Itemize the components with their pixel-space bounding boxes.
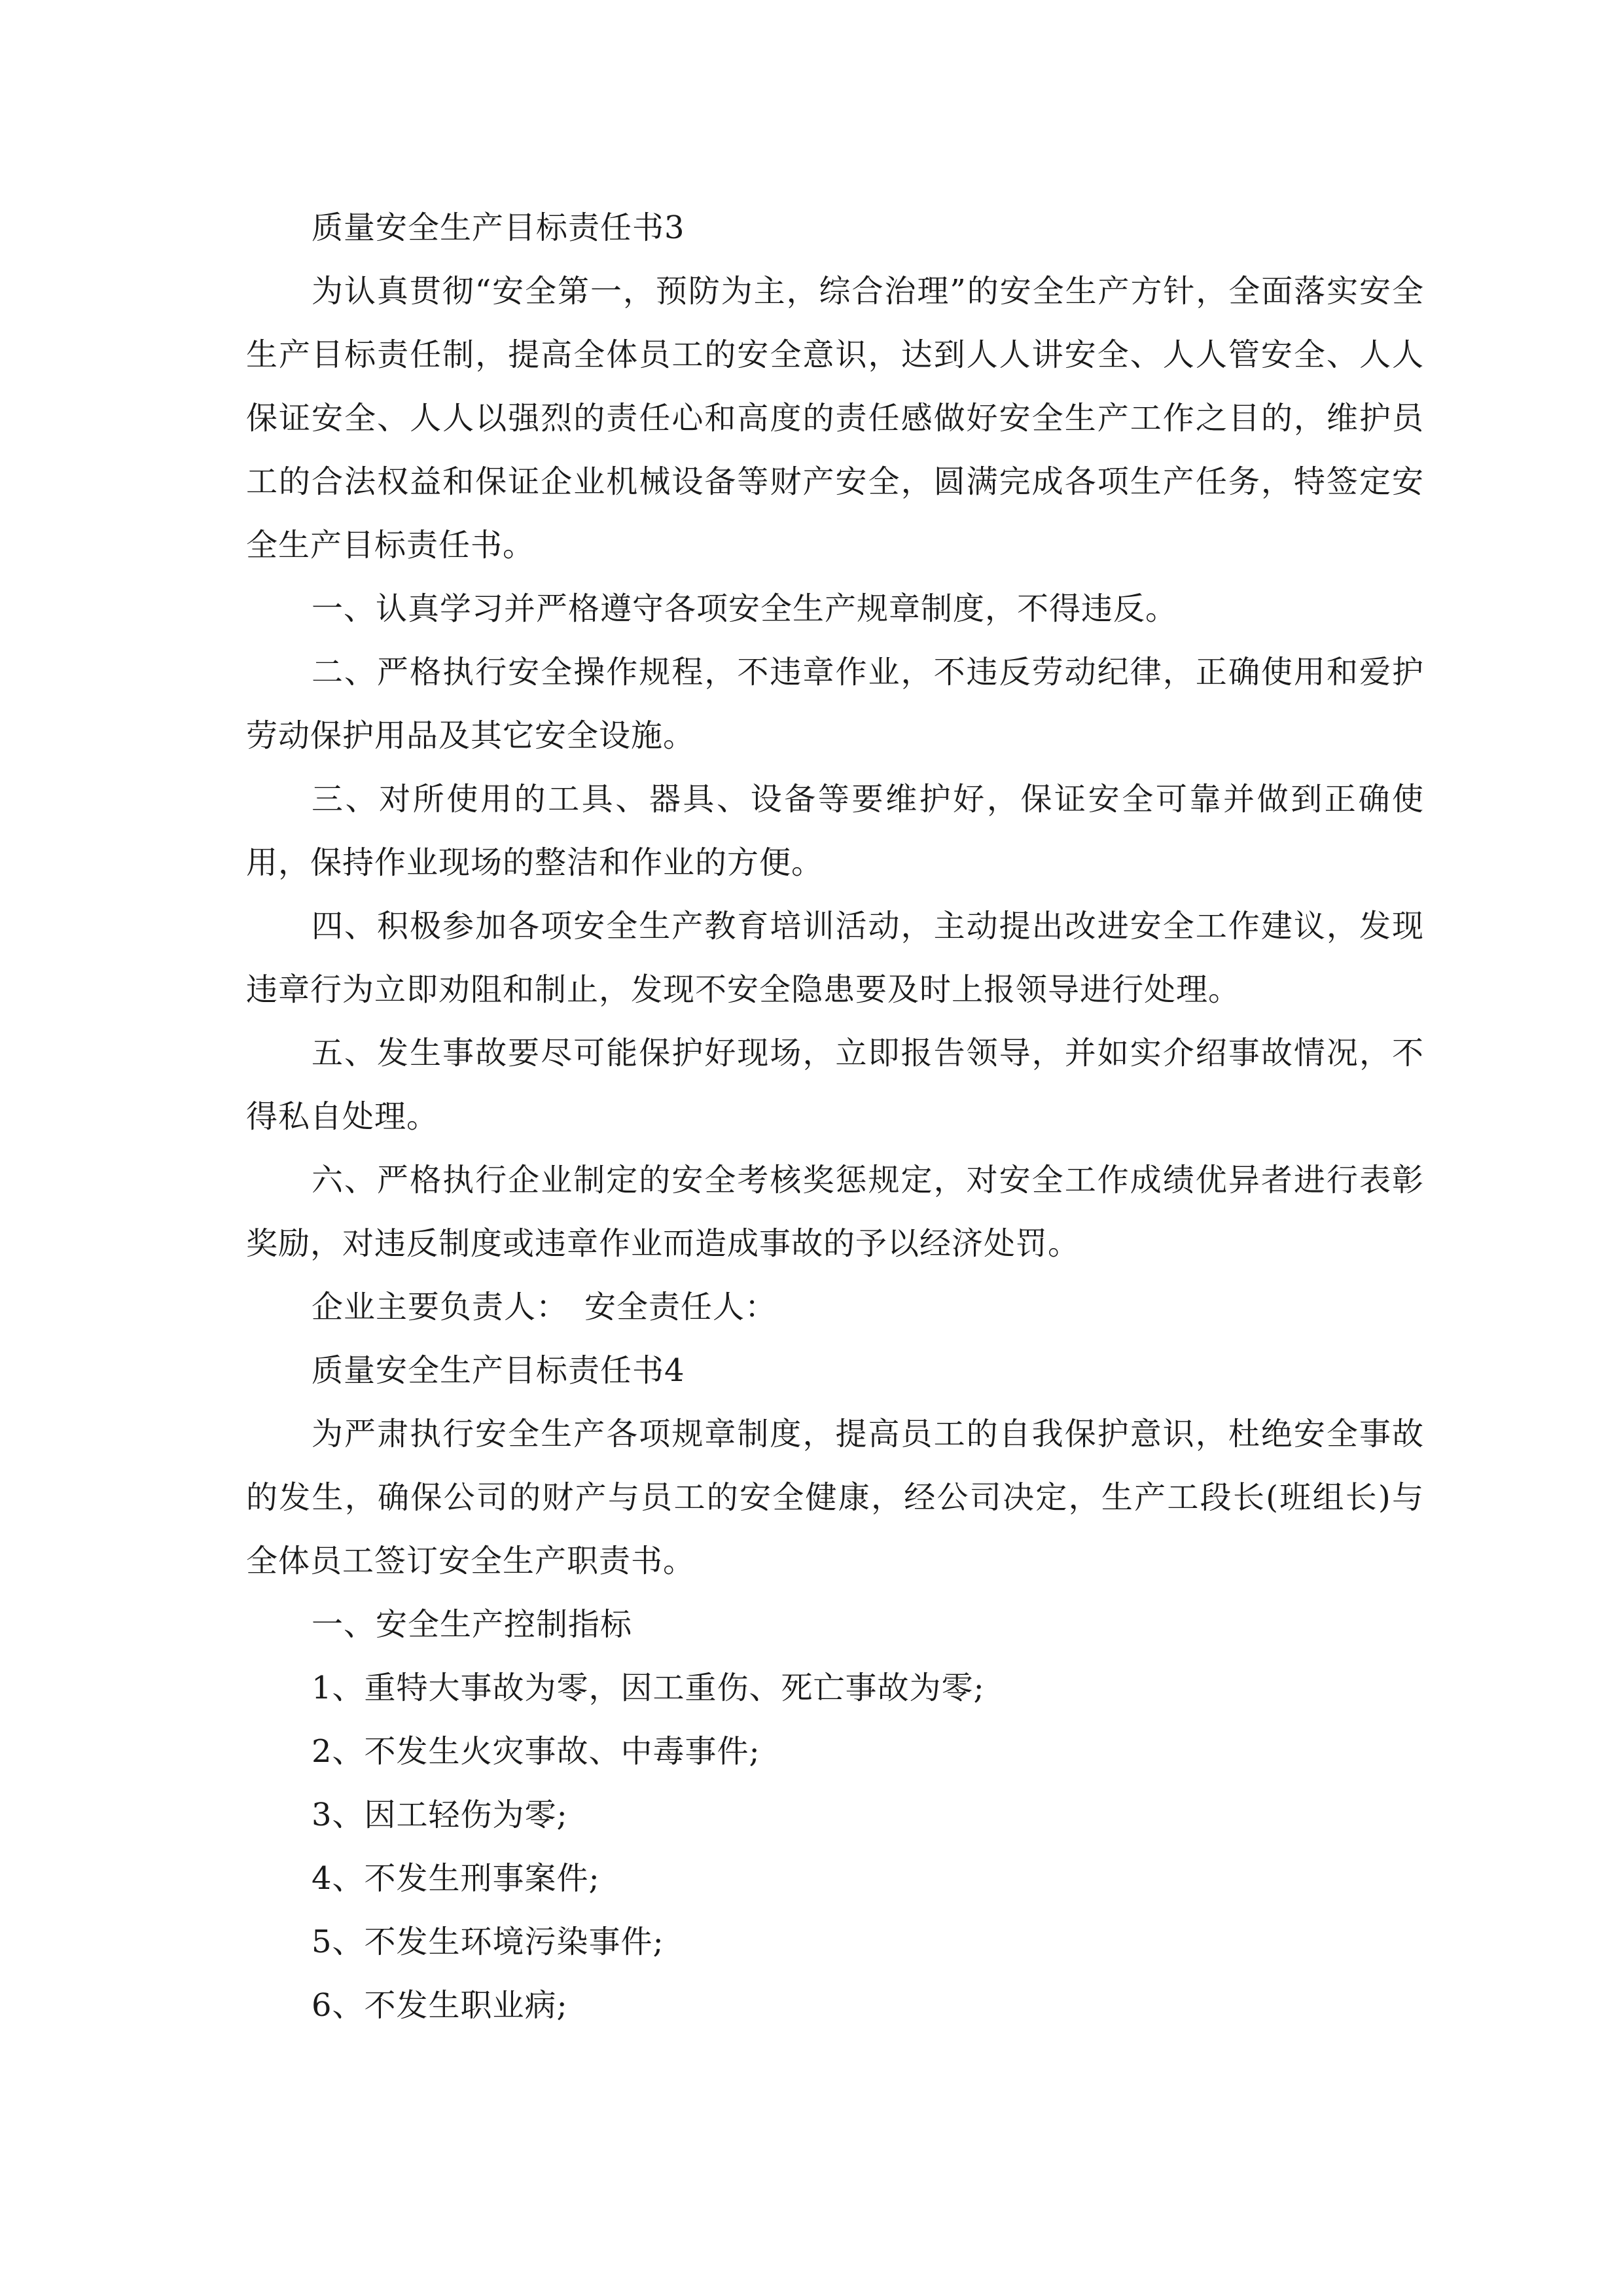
- document-body: [246, 196, 1424, 2037]
- list-item: 5、不发生环境污染事件;: [312, 1924, 664, 1960]
- intro-paragraph-3: 为认真贯彻“安全第一，预防为主，综合治理”的安全生产方针，全面落实安全生产目标责任制，提高全体员工的安全意识，达到人人讲安全、人人管安全、人人保证安全、人人以强烈的责任心和高度的责任感做好安全生产工作之目的，维护员工的合法权益和保证企业机械设备等财产安全，圆满完成各项生产任务，特签定安全生产目标责任书。: [246, 273, 1424, 564]
- intro-paragraph-4: 为严肃执行安全生产各项规章制度，提高员工的自我保护意识，杜绝安全事故的发生，确保公司的财产与员工的安全健康，经公司决定，生产工段长(班组长)与全体员工签订安全生产职责书。: [246, 1416, 1424, 1579]
- clause-6: 六、严格执行企业制定的安全考核奖惩规定，对安全工作成绩优异者进行表彰奖励，对违反制度或违章作业而造成事故的予以经济处罚。: [246, 1162, 1424, 1262]
- signature-line: 企业主要负责人： 安全责任人：: [312, 1289, 777, 1325]
- clause-2: 二、严格执行安全操作规程，不违章作业，不违反劳动纪律，正确使用和爱护劳动保护用品及其它安全设施。: [246, 654, 1424, 754]
- section-title-4: 质量安全生产目标责任书4: [312, 1352, 685, 1389]
- list-item: 1、重特大事故为零，因工重伤、死亡事故为零;: [312, 1670, 985, 1706]
- section-title-3: 质量安全生产目标责任书3: [312, 209, 685, 246]
- list-item: 2、不发生火灾事故、中毒事件;: [312, 1733, 760, 1770]
- clause-1: 一、认真学习并严格遵守各项安全生产规章制度，不得违反。: [312, 590, 1178, 627]
- list-item: 4、不发生刑事案件;: [312, 1860, 600, 1897]
- list-item: 3、因工轻伤为零;: [312, 1797, 568, 1833]
- clause-4: 四、积极参加各项安全生产教育培训活动，主动提出改进安全工作建议，发现违章行为立即劝阻和制止，发现不安全隐患要及时上报领导进行处理。: [246, 908, 1424, 1008]
- list-item: 6、不发生职业病;: [312, 1987, 568, 2024]
- subsection-heading: 一、安全生产控制指标: [312, 1606, 633, 1643]
- clause-5: 五、发生事故要尽可能保护好现场，立即报告领导，并如实介绍事故情况，不得私自处理。: [246, 1035, 1424, 1135]
- clause-3: 三、对所使用的工具、器具、设备等要维护好，保证安全可靠并做到正确使用，保持作业现场的整洁和作业的方便。: [246, 781, 1424, 881]
